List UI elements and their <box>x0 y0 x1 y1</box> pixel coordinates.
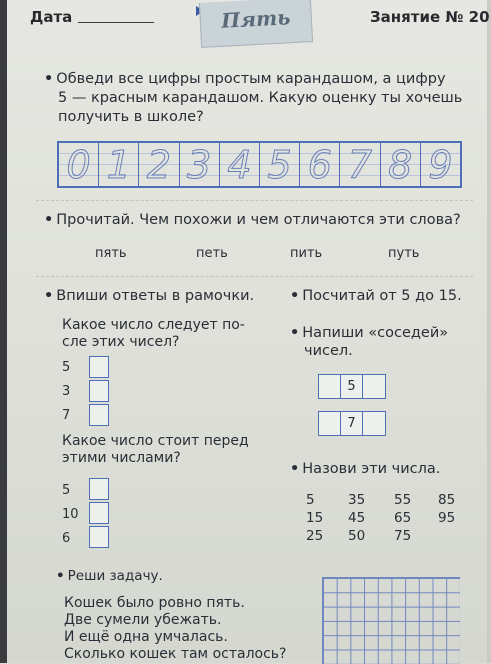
date-line <box>78 22 154 23</box>
number-cell: 55 <box>394 492 412 508</box>
task1-line1: • Обведи все цифры простым карандашом, а цифру <box>44 70 446 88</box>
section-divider <box>36 200 473 201</box>
digit-8: 8 <box>388 142 413 187</box>
word-item: путь <box>388 246 420 261</box>
poem-line: Сколько кошек там осталось? <box>64 646 287 662</box>
task3-q2-line1: Какое число стоит перед <box>62 433 249 449</box>
number-cell: 25 <box>306 528 324 544</box>
neighbors-box <box>318 374 386 399</box>
number-cell: 50 <box>348 528 366 544</box>
task2-text: • Прочитай. Чем похожи и чем отличаются эти слова? <box>44 211 461 229</box>
digit-cell[interactable] <box>421 143 460 186</box>
task5-line2: чисел. <box>304 343 353 359</box>
task7-text: • Реши задачу. <box>56 567 163 585</box>
number-cell: 75 <box>394 528 412 544</box>
digit-cell[interactable] <box>260 143 300 186</box>
neighbors-box <box>318 411 386 436</box>
digit-5: 5 <box>267 142 292 187</box>
number-cell: 65 <box>394 510 412 526</box>
poem-line: Две сумели убежать. <box>64 612 222 628</box>
digit-cell[interactable] <box>340 143 380 186</box>
number-cell: 45 <box>348 510 366 526</box>
task3-q2-line2: этими числами? <box>62 450 181 466</box>
word-item: пить <box>290 246 323 261</box>
digit-cell[interactable] <box>300 143 340 186</box>
digit-tracing-strip <box>57 141 462 188</box>
neighbor-left-cell[interactable] <box>319 375 341 398</box>
neighbor-right-cell[interactable] <box>363 412 385 435</box>
task1-line3: получить в школе? <box>58 109 204 125</box>
section-divider <box>36 276 473 277</box>
number-label: 10 <box>62 507 79 522</box>
number-label: 5 <box>62 483 71 498</box>
answer-grid[interactable] <box>322 577 460 664</box>
digit-cell[interactable] <box>220 143 260 186</box>
task3-text: • Впиши ответы в рамочки. <box>44 287 254 305</box>
number-cell: 95 <box>438 510 456 526</box>
digit-cell[interactable] <box>180 143 220 186</box>
neighbor-center-cell: 7 <box>341 412 363 435</box>
digit-7: 7 <box>347 142 373 187</box>
digit-cell[interactable] <box>59 143 99 186</box>
number-label: 6 <box>62 531 71 546</box>
word-item: пять <box>95 246 127 261</box>
task3-q1-line1: Какое число следует по- <box>62 317 245 333</box>
digit-6: 6 <box>307 142 332 187</box>
word-item: петь <box>196 246 228 261</box>
answer-box[interactable] <box>89 502 109 524</box>
lesson-stamp <box>199 0 313 48</box>
page-rim <box>487 0 491 663</box>
task4-text: • Посчитай от 5 до 15. <box>290 287 462 305</box>
neighbor-center-cell: 5 <box>341 375 363 398</box>
answer-box[interactable] <box>89 380 109 402</box>
digit-2: 2 <box>146 142 172 187</box>
neighbor-right-cell[interactable] <box>363 375 385 398</box>
number-label: 3 <box>62 384 71 399</box>
task5-line1: • Напиши «соседей» <box>290 324 448 342</box>
poem-line: Кошек было ровно пять. <box>64 595 245 611</box>
number-cell: 35 <box>348 492 366 508</box>
digit-0: 0 <box>66 142 91 187</box>
lesson-number: Занятие № 20 <box>370 8 490 26</box>
digit-cell[interactable] <box>381 143 421 186</box>
answer-box[interactable] <box>89 478 109 500</box>
answer-box[interactable] <box>89 356 109 378</box>
task1-line2: 5 — красным карандашом. Какую оценку ты хочешь <box>58 90 463 106</box>
digit-1: 1 <box>106 142 131 187</box>
poem-line: И ещё одна умчалась. <box>64 629 228 645</box>
task6-text: • Назови эти числа. <box>290 460 440 478</box>
page-edge <box>0 0 7 663</box>
digit-9: 9 <box>428 142 453 187</box>
date-label: Дата <box>30 8 73 26</box>
digit-3: 3 <box>187 142 212 187</box>
number-label: 5 <box>62 360 71 375</box>
neighbor-left-cell[interactable] <box>319 412 341 435</box>
digit-cell[interactable] <box>99 143 139 186</box>
task3-q1-line2: сле этих чисел? <box>62 334 180 350</box>
answer-box[interactable] <box>89 526 109 548</box>
digit-4: 4 <box>227 142 252 187</box>
stamp-text: Пять <box>220 5 291 33</box>
number-cell: 15 <box>306 510 324 526</box>
digit-cell[interactable] <box>139 143 179 186</box>
number-cell: 5 <box>306 492 315 508</box>
answer-box[interactable] <box>89 404 109 426</box>
number-label: 7 <box>62 408 71 423</box>
number-cell: 85 <box>438 492 456 508</box>
